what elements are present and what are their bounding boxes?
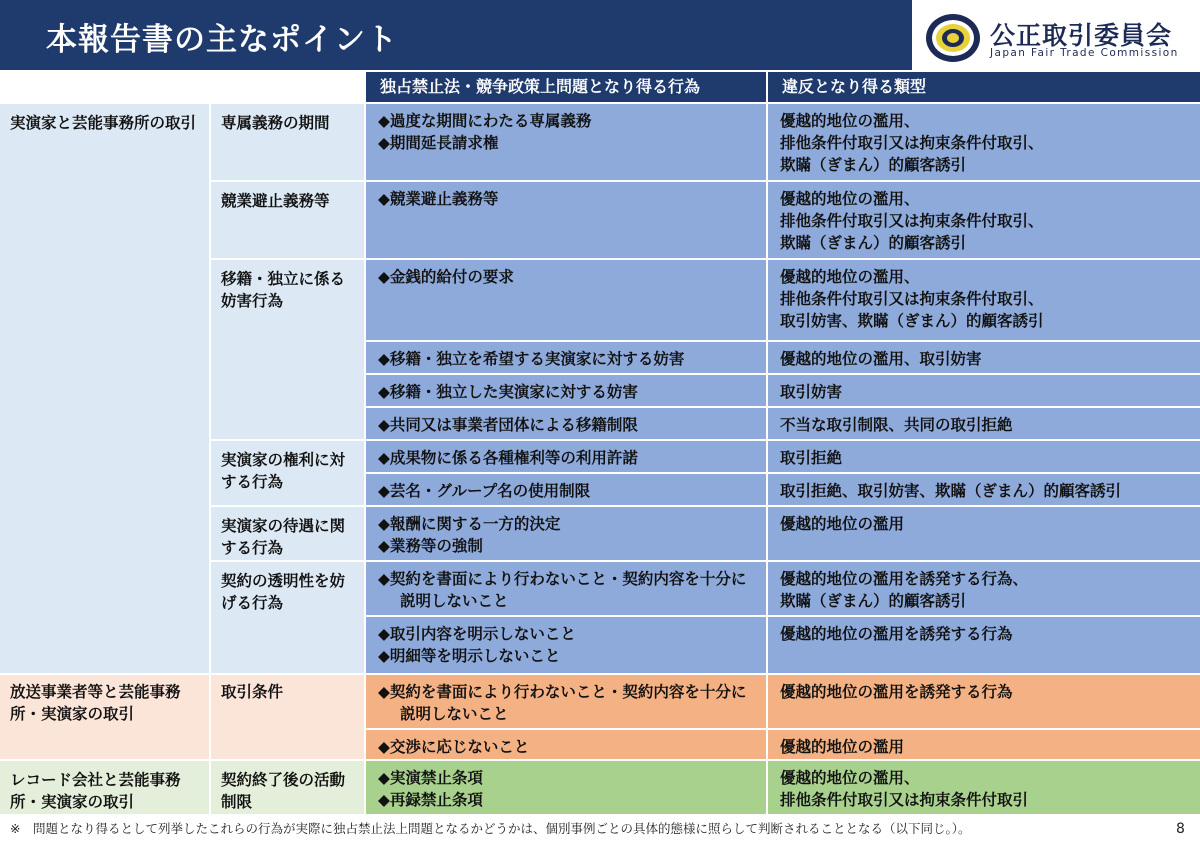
violation-item: 取引拒絶、取引妨害、欺瞞（ぎまん）的顧客誘引: [780, 482, 1122, 500]
violation-item: 欺瞞（ぎまん）的顧客誘引: [780, 234, 967, 252]
violation-item: 欺瞞（ぎまん）的顧客誘引: [780, 592, 967, 610]
violation-item: 優越的地位の濫用、: [780, 112, 920, 130]
subcategory-transfer-obstruction: 移籍・独立に係る妨害行為: [211, 260, 364, 439]
act-item: ◆ 明細等を明示しないこと: [378, 645, 760, 667]
violation-item: 欺瞞（ぎまん）的顧客誘引: [780, 156, 967, 174]
violation-item: 優越的地位の濫用: [780, 738, 905, 756]
org-name: 公正取引委員会: [990, 21, 1173, 50]
subcategory-non-compete: 競業避止義務等: [211, 182, 364, 258]
violation-item: 排他条件付取引又は拘束条件付取引、: [780, 290, 1044, 308]
violation-item: 優越的地位の濫用、: [780, 268, 920, 286]
category-broadcaster: 放送事業者等と芸能事務所・実演家の取引: [0, 675, 209, 759]
page-number: 8: [1176, 821, 1185, 837]
act-item: ◆ 契約を書面により行わないこと・契約内容を十分に説明しないこと: [378, 681, 760, 725]
subcategory-exclusivity-period: 専属義務の期間: [211, 104, 364, 180]
footnote: ※ 問題となり得るとして列挙したこれらの行為が実際に独占禁止法上問題となるかどうかは、個別事例ごとの具体的態様に照らして判断されることとなる（以下同じ。）。: [10, 821, 971, 836]
violation-cell: [768, 441, 1200, 472]
violation-item: 取引妨害、欺瞞（ぎまん）的顧客誘引: [780, 312, 1044, 330]
act-cell: [366, 507, 766, 560]
act-cell: [366, 408, 766, 439]
act-item: ◆ 移籍・独立を希望する実演家に対する妨害: [378, 348, 760, 370]
act-item: ◆ 再録禁止条項: [378, 789, 760, 811]
violation-item: 排他条件付取引又は拘束条件付取引、: [780, 134, 1044, 152]
violation-item: 排他条件付取引又は拘束条件付取引、: [780, 212, 1044, 230]
violation-cell: [768, 260, 1200, 340]
act-item: ◆ 契約を書面により行わないこと・契約内容を十分に説明しないこと: [378, 568, 760, 612]
violation-item: 優越的地位の濫用を誘発する行為、: [780, 570, 1029, 588]
category-record-company: レコード会社と芸能事務所・実演家の取引: [0, 761, 209, 814]
category-performer-agency: 実演家と芸能事務所の取引: [0, 104, 209, 673]
violation-cell: [768, 408, 1200, 439]
subcategory-trade-terms: 取引条件: [211, 675, 364, 759]
act-cell: [366, 104, 766, 180]
violation-item: 優越的地位の濫用を誘発する行為: [780, 625, 1013, 643]
violation-item: 取引拒絶: [780, 449, 843, 467]
org-name-en: Japan Fair Trade Commission: [990, 47, 1179, 59]
violation-cell: [768, 342, 1200, 373]
act-cell: [366, 441, 766, 472]
violation-cell: [768, 104, 1200, 180]
violation-cell: [768, 182, 1200, 258]
subcategory-performer-treatment: 実演家の待遇に関する行為: [211, 507, 364, 560]
act-item: ◆ 業務等の強制: [378, 535, 760, 557]
violation-item: 不当な取引制限、共同の取引拒絶: [780, 416, 1013, 434]
violation-cell: [768, 617, 1200, 673]
act-item: ◆ 取引内容を明示しないこと: [378, 623, 760, 645]
act-cell: [366, 617, 766, 673]
violation-cell: [768, 562, 1200, 615]
act-item: ◆ 交渉に応じないこと: [378, 736, 760, 758]
subcategory-contract-transparency: 契約の透明性を妨げる行為: [211, 562, 364, 673]
subcategory-performer-rights: 実演家の権利に対する行為: [211, 441, 364, 505]
subcategory-post-contract-restriction: 契約終了後の活動制限: [211, 761, 364, 814]
act-item: ◆ 過度な期間にわたる専属義務: [378, 110, 760, 132]
violation-cell: [768, 507, 1200, 560]
violation-item: 排他条件付取引又は拘束条件付取引: [780, 791, 1029, 809]
violation-cell: [768, 375, 1200, 406]
act-cell: [366, 675, 766, 728]
violation-item: 取引妨害: [780, 383, 843, 401]
violation-item: 優越的地位の濫用、取引妨害: [780, 350, 982, 368]
act-item: ◆ 競業避止義務等: [378, 188, 760, 210]
act-item: ◆ 実演禁止条項: [378, 767, 760, 789]
act-item: ◆ 期間延長請求権: [378, 132, 760, 154]
violation-item: 優越的地位の濫用: [780, 515, 905, 533]
act-cell: [366, 260, 766, 340]
header-blank-cell: [0, 72, 364, 102]
column-header-acts: 独占禁止法・競争政策上問題となり得る行為: [366, 72, 766, 102]
act-cell: [366, 562, 766, 615]
act-cell: [366, 474, 766, 505]
violation-cell: [768, 761, 1200, 814]
act-item: ◆ 金銭的給付の要求: [378, 266, 760, 288]
violation-cell: [768, 730, 1200, 759]
act-item: ◆ 芸名・グループ名の使用制限: [378, 480, 760, 502]
column-header-violations: 違反となり得る類型: [768, 72, 1200, 102]
violation-item: 優越的地位の濫用、: [780, 769, 920, 787]
act-cell: [366, 342, 766, 373]
act-item: ◆ 報酬に関する一方的決定: [378, 513, 760, 535]
act-cell: [366, 761, 766, 814]
page-title: 本報告書の主なポイント: [46, 22, 398, 58]
violation-cell: [768, 675, 1200, 728]
act-cell: [366, 182, 766, 258]
violation-item: 優越的地位の濫用を誘発する行為: [780, 683, 1013, 701]
violation-cell: [768, 474, 1200, 505]
act-item: ◆ 移籍・独立した実演家に対する妨害: [378, 381, 760, 403]
act-item: ◆ 共同又は事業者団体による移籍制限: [378, 414, 760, 436]
act-item: ◆ 成果物に係る各種権利等の利用許諾: [378, 447, 760, 469]
act-cell: [366, 730, 766, 759]
act-cell: [366, 375, 766, 406]
violation-item: 優越的地位の濫用、: [780, 190, 920, 208]
